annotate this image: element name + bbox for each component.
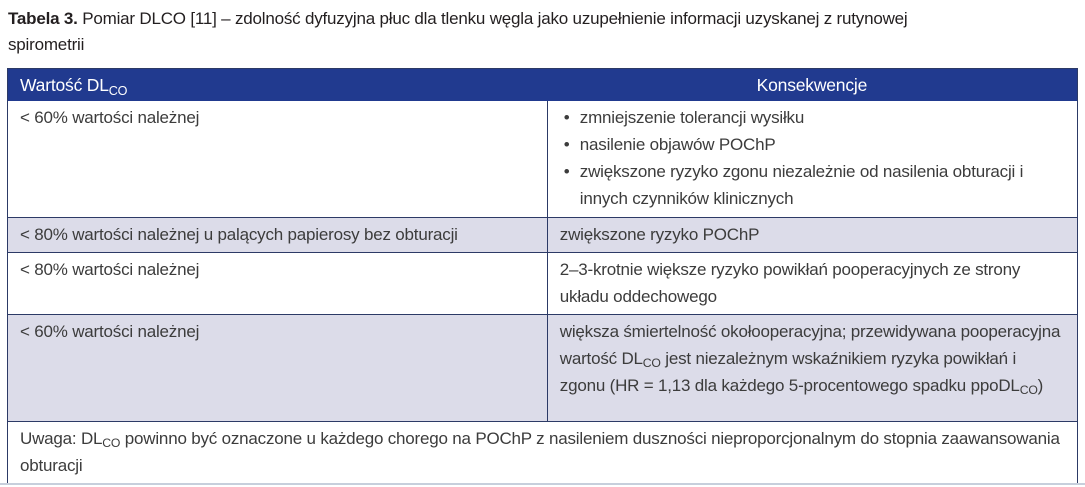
table-caption: [8, 6, 913, 58]
header-value-subscript: CO: [108, 83, 128, 98]
caption-text: Pomiar DLCO [11] – zdolność dyfuzyjna płuc dla tlenku węgla jako uzupełnienie informacji uzyskanej z rutynowej spirometrii: [8, 9, 908, 54]
consequence-cell: 2–3-krotnie większe ryzyko powikłań pooperacyjnych ze strony układu oddechowego: [547, 253, 1077, 315]
dlco-subscript: CO: [102, 436, 121, 451]
header-cell-value: [8, 69, 547, 101]
caption-label: Tabela 3.: [8, 9, 78, 28]
list-item-text: zwiększone ryzyko zgonu niezależnie od nasilenia obturacji i innych czynników klinicznych: [579, 162, 1024, 208]
dlco-table: [7, 68, 1078, 484]
footnote-row: [8, 422, 1077, 483]
bullet-icon: •: [563, 108, 570, 127]
list-item-text: zmniejszenie tolerancji wysiłku: [579, 108, 805, 127]
dlco-subscript: CO: [1019, 383, 1038, 398]
list-item: [560, 131, 1065, 158]
bullet-icon: •: [563, 135, 570, 154]
list-item-text: nasilenie objawów POChP: [579, 135, 776, 154]
consequence-cell: [547, 315, 1077, 422]
consequence-cell: [547, 101, 1077, 218]
value-cell: < 80% wartości należnej u palących papierosy bez obturacji: [8, 218, 547, 253]
footnote-text: Uwaga: DL: [20, 429, 103, 448]
table-row: [8, 253, 1077, 315]
list-item: [560, 158, 1065, 212]
footnote-text: powinno być oznaczone u każdego chorego na POChP z nasileniem duszności nieproporcjonalnym do stopnia zaawansowania obturacji: [20, 429, 1060, 475]
footnote-cell: [8, 422, 1077, 483]
bullet-icon: •: [563, 162, 570, 181]
value-cell: < 60% wartości należnej: [8, 315, 547, 422]
consequence-text: większa śmiertelność okołooperacyjna; przewidywana pooperacyjna wartość DL: [559, 322, 1061, 368]
page-bottom-rule: [0, 483, 1085, 485]
value-cell: < 80% wartości należnej: [8, 253, 547, 315]
header-value-label: Wartość DL: [20, 75, 109, 95]
consequence-text: ): [1037, 376, 1044, 395]
table-row: [8, 101, 1077, 218]
table-row: [8, 315, 1077, 422]
consequence-list: [560, 104, 1065, 212]
dlco-subscript: CO: [642, 356, 661, 371]
table-row: [8, 218, 1077, 253]
consequence-text: jest niezależnym wskaźnikiem ryzyka powikłań i zgonu (HR = 1,13 dla każdego 5-procentowego spadku ppoDL: [559, 349, 1020, 395]
consequence-cell: zwiększone ryzyko POChP: [547, 218, 1077, 253]
header-row: [8, 69, 1077, 101]
list-item: [560, 104, 1065, 131]
value-cell: < 60% wartości należnej: [8, 101, 547, 218]
header-cell-consequences: Konsekwencje: [547, 69, 1077, 101]
